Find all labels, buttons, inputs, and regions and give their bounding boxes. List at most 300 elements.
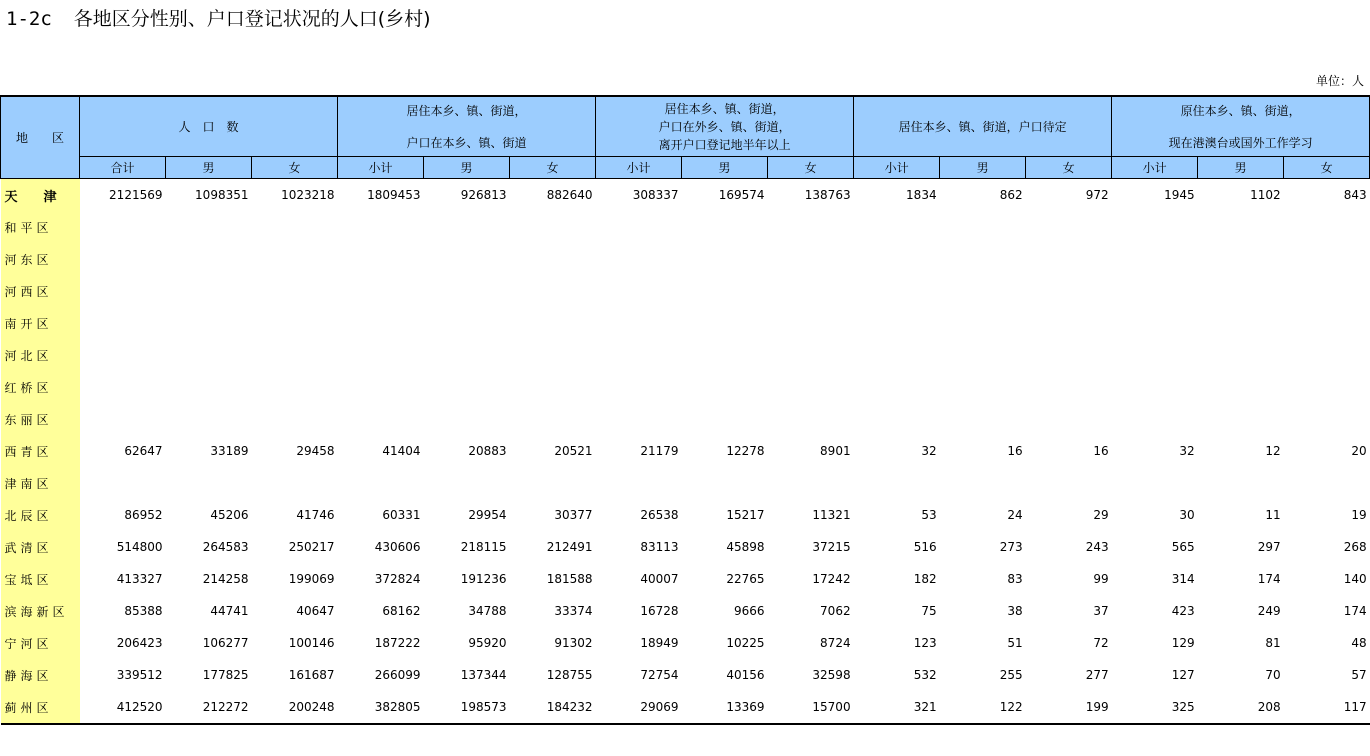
value-cell: 177825 [202, 668, 249, 682]
value-cell [252, 371, 338, 403]
value-cell: 382805 [338, 691, 424, 724]
value-cell: 15217 [726, 508, 765, 522]
value-cell: 1098351 [195, 188, 249, 202]
value-cell: 40647 [296, 604, 335, 618]
group-header-total: 人 口 数 [80, 96, 338, 157]
value-cell: 1945 [1164, 188, 1195, 202]
value-cell [338, 467, 424, 499]
value-cell: 1834 [906, 188, 937, 202]
value-cell: 29954 [468, 508, 507, 522]
value-cell [1284, 275, 1370, 307]
population-table [0, 95, 1370, 725]
value-cell [510, 275, 596, 307]
column-header: 女 [768, 157, 854, 179]
value-cell [1112, 339, 1198, 371]
value-cell [854, 243, 940, 275]
value-cell [682, 467, 768, 499]
value-cell: 308337 [632, 188, 679, 202]
value-cell: 129 [1171, 636, 1195, 650]
value-cell: 181588 [546, 572, 593, 586]
value-cell: 117 [1284, 691, 1370, 724]
column-header: 合计 [80, 157, 166, 179]
column-header: 男 [940, 157, 1026, 179]
column-header: 男 [166, 157, 252, 179]
value-cell: 214258 [202, 572, 249, 586]
value-cell: 430606 [374, 540, 421, 554]
value-cell: 29458 [296, 444, 335, 458]
region-header: 地 区 [1, 96, 80, 179]
value-cell [768, 403, 854, 435]
value-cell [1284, 243, 1370, 275]
table-row [1, 339, 1370, 371]
value-cell [338, 371, 424, 403]
table-row [1, 499, 1370, 531]
value-cell [768, 211, 854, 243]
value-cell [510, 467, 596, 499]
value-cell: 268 [1343, 540, 1367, 554]
value-cell: 264583 [202, 540, 249, 554]
table-row [1, 211, 1370, 243]
region-cell: 武清区 [1, 531, 80, 563]
value-cell: 273 [999, 540, 1023, 554]
value-cell [252, 275, 338, 307]
value-cell [338, 275, 424, 307]
value-cell [682, 403, 768, 435]
value-cell: 212491 [546, 540, 593, 554]
value-cell [1284, 307, 1370, 339]
value-cell [80, 467, 166, 499]
value-cell: 32 [1179, 444, 1195, 458]
value-cell: 13369 [682, 691, 768, 724]
value-cell [166, 275, 252, 307]
value-cell [80, 307, 166, 339]
value-cell [166, 211, 252, 243]
value-cell: 127 [1171, 668, 1195, 682]
value-cell [768, 307, 854, 339]
value-cell: 412520 [80, 691, 166, 724]
value-cell: 16728 [640, 604, 679, 618]
column-header: 小计 [596, 157, 682, 179]
value-cell [682, 243, 768, 275]
value-cell: 51 [1007, 636, 1023, 650]
table-code: 1-2c [6, 8, 52, 30]
value-cell [768, 243, 854, 275]
value-cell: 86952 [124, 508, 163, 522]
value-cell: 15700 [768, 691, 854, 724]
value-cell: 45898 [726, 540, 765, 554]
value-cell [1198, 467, 1284, 499]
value-cell: 208 [1198, 691, 1284, 724]
value-cell: 91302 [554, 636, 593, 650]
value-cell [252, 403, 338, 435]
value-cell: 34788 [468, 604, 507, 618]
value-cell [596, 211, 682, 243]
value-cell: 20883 [468, 444, 507, 458]
value-cell [940, 275, 1026, 307]
value-cell [854, 403, 940, 435]
value-cell: 70 [1265, 668, 1281, 682]
value-cell [1026, 339, 1112, 371]
value-cell [166, 243, 252, 275]
value-cell [940, 307, 1026, 339]
region-cell: 红桥区 [1, 371, 80, 403]
value-cell: 85388 [124, 604, 163, 618]
value-cell: 30377 [554, 508, 593, 522]
value-cell: 321 [854, 691, 940, 724]
value-cell [252, 243, 338, 275]
value-cell: 11 [1265, 508, 1281, 522]
value-cell: 10225 [726, 636, 765, 650]
value-cell [166, 403, 252, 435]
value-cell: 16 [1093, 444, 1109, 458]
value-cell: 83113 [640, 540, 679, 554]
table-row [1, 243, 1370, 275]
value-cell [854, 275, 940, 307]
value-cell [338, 339, 424, 371]
value-cell: 200248 [252, 691, 338, 724]
value-cell: 29069 [596, 691, 682, 724]
value-cell [1198, 307, 1284, 339]
value-cell: 72 [1093, 636, 1109, 650]
value-cell: 8724 [820, 636, 851, 650]
value-cell: 30 [1179, 508, 1195, 522]
value-cell: 212272 [166, 691, 252, 724]
value-cell [854, 307, 940, 339]
value-cell: 7062 [820, 604, 851, 618]
value-cell: 862 [999, 188, 1023, 202]
value-cell [596, 403, 682, 435]
value-cell: 174 [1257, 572, 1281, 586]
value-cell [1026, 467, 1112, 499]
value-cell [854, 211, 940, 243]
value-cell [1026, 371, 1112, 403]
value-cell [166, 339, 252, 371]
value-cell: 29 [1093, 508, 1109, 522]
value-cell: 40007 [640, 572, 679, 586]
value-cell [768, 275, 854, 307]
unit-label: 单位：人 [1315, 74, 1364, 88]
value-cell: 972 [1085, 188, 1109, 202]
value-cell: 22765 [726, 572, 765, 586]
value-cell: 32598 [812, 668, 851, 682]
column-header: 女 [1284, 157, 1370, 179]
value-cell [1112, 403, 1198, 435]
value-cell [424, 307, 510, 339]
value-cell: 21179 [640, 444, 679, 458]
region-cell: 东丽区 [1, 403, 80, 435]
value-cell [1284, 403, 1370, 435]
value-cell: 199069 [288, 572, 335, 586]
value-cell [682, 307, 768, 339]
value-cell: 44741 [210, 604, 249, 618]
value-cell [80, 275, 166, 307]
value-cell: 40156 [726, 668, 765, 682]
value-cell [166, 371, 252, 403]
value-cell [338, 307, 424, 339]
value-cell: 339512 [116, 668, 163, 682]
value-cell: 32 [921, 444, 937, 458]
value-cell: 100146 [288, 636, 335, 650]
column-header: 小计 [338, 157, 424, 179]
value-cell [768, 371, 854, 403]
value-cell [682, 339, 768, 371]
value-cell [596, 275, 682, 307]
column-header: 男 [682, 157, 768, 179]
value-cell [510, 339, 596, 371]
value-cell: 514800 [116, 540, 163, 554]
value-cell: 174 [1343, 604, 1367, 618]
value-cell: 255 [999, 668, 1023, 682]
value-cell [1284, 467, 1370, 499]
group-header-abroad: 原住本乡、镇、街道， 现在港澳台或国外工作学习 [1112, 96, 1370, 157]
group-header-away: 居住本乡、镇、街道， 户口在外乡、镇、街道， 离开户口登记地半年以上 [596, 96, 854, 157]
value-cell [1112, 211, 1198, 243]
value-cell: 182 [913, 572, 937, 586]
value-cell [682, 211, 768, 243]
value-cell: 123 [913, 636, 937, 650]
value-cell [80, 403, 166, 435]
value-cell [1026, 403, 1112, 435]
value-cell: 72754 [640, 668, 679, 682]
value-cell [682, 371, 768, 403]
column-header: 小计 [1112, 157, 1198, 179]
value-cell [338, 211, 424, 243]
value-cell [940, 339, 1026, 371]
group-header-local: 居住本乡、镇、街道， 户口在本乡、镇、街道 [338, 96, 596, 157]
value-cell [1112, 467, 1198, 499]
value-cell [252, 467, 338, 499]
value-cell [80, 211, 166, 243]
value-cell [596, 339, 682, 371]
region-cell: 宝坻区 [1, 563, 80, 595]
table-row [1, 403, 1370, 435]
region-cell: 南开区 [1, 307, 80, 339]
value-cell [596, 307, 682, 339]
value-cell: 137344 [460, 668, 507, 682]
value-cell: 532 [913, 668, 937, 682]
value-cell: 62647 [124, 444, 163, 458]
value-cell [682, 275, 768, 307]
value-cell: 161687 [288, 668, 335, 682]
column-header: 小计 [854, 157, 940, 179]
group-header-pending: 居住本乡、镇、街道，户口待定 [854, 96, 1112, 157]
region-cell: 静海区 [1, 659, 80, 691]
value-cell: 75 [921, 604, 937, 618]
value-cell: 37 [1093, 604, 1109, 618]
value-cell [940, 467, 1026, 499]
value-cell [424, 467, 510, 499]
region-cell: 宁河区 [1, 627, 80, 659]
value-cell [1284, 371, 1370, 403]
value-cell [1198, 211, 1284, 243]
value-cell: 199 [1026, 691, 1112, 724]
value-cell: 926813 [460, 188, 507, 202]
value-cell [80, 339, 166, 371]
value-cell: 11321 [812, 508, 851, 522]
region-cell: 蓟州区 [1, 691, 80, 724]
value-cell [1198, 403, 1284, 435]
value-cell [1026, 307, 1112, 339]
value-cell [1026, 211, 1112, 243]
value-cell: 372824 [374, 572, 421, 586]
value-cell: 140 [1343, 572, 1367, 586]
value-cell: 106277 [202, 636, 249, 650]
value-cell: 138763 [804, 188, 851, 202]
column-header: 女 [252, 157, 338, 179]
value-cell [1112, 371, 1198, 403]
value-cell [510, 307, 596, 339]
value-cell: 882640 [546, 188, 593, 202]
value-cell [252, 307, 338, 339]
value-cell [854, 467, 940, 499]
value-cell [596, 371, 682, 403]
value-cell [80, 371, 166, 403]
value-cell [424, 275, 510, 307]
value-cell [252, 211, 338, 243]
table-row [1, 595, 1370, 627]
value-cell: 37215 [812, 540, 851, 554]
table-row [1, 531, 1370, 563]
value-cell: 33374 [554, 604, 593, 618]
value-cell: 249 [1257, 604, 1281, 618]
page-title [6, 6, 431, 32]
value-cell: 325 [1112, 691, 1198, 724]
table-row [1, 691, 1370, 724]
value-cell: 128755 [546, 668, 593, 682]
value-cell: 218115 [460, 540, 507, 554]
table-row [1, 179, 1370, 212]
region-cell: 和平区 [1, 211, 80, 243]
value-cell [1112, 275, 1198, 307]
value-cell: 38 [1007, 604, 1023, 618]
region-cell: 河西区 [1, 275, 80, 307]
table-row [1, 627, 1370, 659]
value-cell: 297 [1257, 540, 1281, 554]
value-cell [166, 467, 252, 499]
value-cell: 187222 [374, 636, 421, 650]
value-cell [1284, 339, 1370, 371]
table-row [1, 435, 1370, 467]
value-cell: 24 [1007, 508, 1023, 522]
table-row [1, 275, 1370, 307]
value-cell [1112, 307, 1198, 339]
value-cell: 266099 [374, 668, 421, 682]
region-cell: 北辰区 [1, 499, 80, 531]
value-cell: 83 [1007, 572, 1023, 586]
value-cell: 26538 [640, 508, 679, 522]
region-cell: 河北区 [1, 339, 80, 371]
value-cell: 60331 [382, 508, 421, 522]
region-cell: 河东区 [1, 243, 80, 275]
value-cell: 206423 [116, 636, 163, 650]
column-header: 女 [1026, 157, 1112, 179]
column-header: 女 [510, 157, 596, 179]
value-cell: 198573 [424, 691, 510, 724]
value-cell [510, 371, 596, 403]
value-cell [1198, 243, 1284, 275]
value-cell [1284, 211, 1370, 243]
value-cell [338, 243, 424, 275]
value-cell: 277 [1085, 668, 1109, 682]
region-cell: 津南区 [1, 467, 80, 499]
value-cell: 41746 [296, 508, 335, 522]
value-cell [854, 339, 940, 371]
value-cell: 843 [1343, 188, 1367, 202]
value-cell: 20521 [554, 444, 593, 458]
region-cell: 天 津 [1, 179, 80, 212]
value-cell: 68162 [382, 604, 421, 618]
value-cell: 20 [1351, 444, 1367, 458]
value-cell [424, 371, 510, 403]
value-cell [854, 371, 940, 403]
value-cell: 18949 [640, 636, 679, 650]
region-cell: 滨海新区 [1, 595, 80, 627]
value-cell: 12278 [726, 444, 765, 458]
value-cell: 53 [921, 508, 937, 522]
value-cell: 41404 [382, 444, 421, 458]
table-row [1, 659, 1370, 691]
value-cell: 57 [1351, 668, 1367, 682]
value-cell [1026, 275, 1112, 307]
value-cell: 95920 [468, 636, 507, 650]
column-header: 男 [1198, 157, 1284, 179]
value-cell: 314 [1171, 572, 1195, 586]
region-cell: 西青区 [1, 435, 80, 467]
value-cell: 516 [913, 540, 937, 554]
value-cell [338, 403, 424, 435]
value-cell [510, 243, 596, 275]
value-cell: 33189 [210, 444, 249, 458]
value-cell: 191236 [460, 572, 507, 586]
value-cell: 122 [940, 691, 1026, 724]
value-cell: 565 [1171, 540, 1195, 554]
value-cell: 243 [1085, 540, 1109, 554]
value-cell [424, 403, 510, 435]
value-cell: 17242 [812, 572, 851, 586]
value-cell: 1023218 [281, 188, 335, 202]
value-cell [1026, 243, 1112, 275]
value-cell [510, 403, 596, 435]
value-cell [424, 243, 510, 275]
value-cell: 48 [1351, 636, 1367, 650]
value-cell [424, 211, 510, 243]
value-cell [1198, 339, 1284, 371]
value-cell: 9666 [734, 604, 765, 618]
value-cell: 2121569 [109, 188, 163, 202]
value-cell [1198, 371, 1284, 403]
value-cell: 45206 [210, 508, 249, 522]
value-cell: 8901 [820, 444, 851, 458]
table-row [1, 467, 1370, 499]
value-cell: 184232 [510, 691, 596, 724]
value-cell [1112, 243, 1198, 275]
value-cell: 12 [1265, 444, 1281, 458]
value-cell: 423 [1171, 604, 1195, 618]
value-cell [252, 339, 338, 371]
value-cell [596, 243, 682, 275]
value-cell [940, 371, 1026, 403]
value-cell [940, 211, 1026, 243]
table-row [1, 307, 1370, 339]
value-cell [1198, 275, 1284, 307]
value-cell: 99 [1093, 572, 1109, 586]
value-cell [768, 467, 854, 499]
value-cell [80, 243, 166, 275]
value-cell: 169574 [718, 188, 765, 202]
column-header: 男 [424, 157, 510, 179]
value-cell [768, 339, 854, 371]
value-cell [596, 467, 682, 499]
